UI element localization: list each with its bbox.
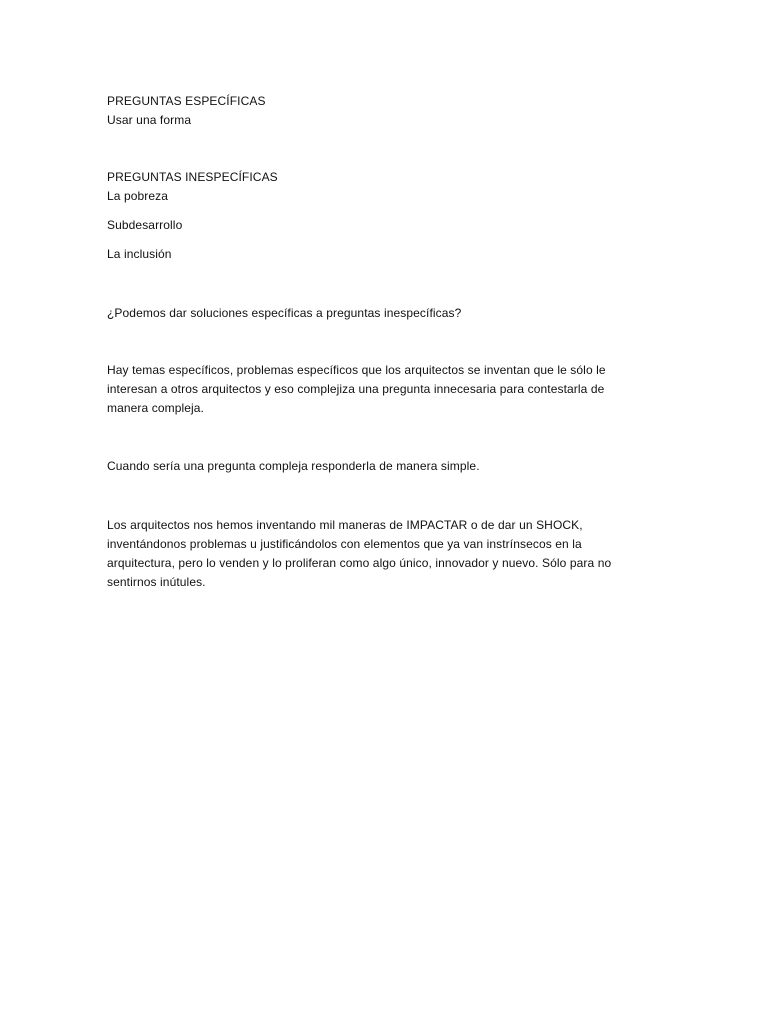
unspecific-item-poverty: La pobreza (107, 189, 169, 203)
question-line: ¿Podemos dar soluciones específicas a preguntas inespecíficas? (107, 306, 462, 320)
paragraph-line: interesan a otros arquitectos y eso complejiza una pregunta innecesaria para contestarla de (107, 382, 605, 396)
paragraph-line: manera compleja. (107, 401, 204, 415)
heading-specific-questions: PREGUNTAS ESPECÍFICAS (107, 94, 266, 108)
specific-question-item: Usar una forma (107, 113, 192, 127)
paragraph-specific-themes (107, 361, 647, 418)
paragraph-line: Los arquitectos nos hemos inventando mil maneras de IMPACTAR o de dar un SHOCK, (107, 518, 583, 532)
paragraph-impact-shock (107, 516, 647, 592)
paragraph-line: Hay temas específicos, problemas específicos que los arquitectos se inventan que le sólo le (107, 363, 606, 377)
unspecific-item-inclusion: La inclusión (107, 247, 172, 261)
paragraph-line: inventándonos problemas u justificándolos con elementos que ya van instrínsecos en la (107, 537, 582, 551)
paragraph-line: sentirnos inútules. (107, 575, 206, 589)
heading-unspecific-questions: PREGUNTAS INESPECÍFICAS (107, 170, 278, 184)
unspecific-item-underdevelopment: Subdesarrollo (107, 218, 183, 232)
paragraph-line: arquitectura, pero lo venden y lo proliferan como algo único, innovador y nuevo. Sólo para no (107, 556, 612, 570)
paragraph-simple-answer: Cuando sería una pregunta compleja responderla de manera simple. (107, 459, 480, 473)
